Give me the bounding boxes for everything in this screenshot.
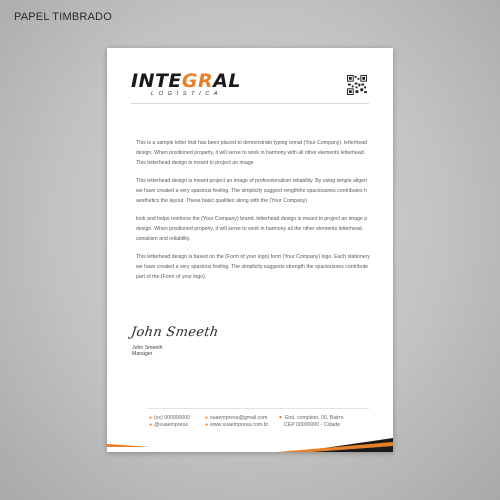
logo-word-end: AL bbox=[213, 70, 241, 92]
footer-address-cep: CEP 00000000 - Cidade bbox=[284, 422, 341, 428]
email-icon: ● bbox=[205, 415, 209, 421]
letter-paragraph-4: This letterhead design is based on the (Form of your logo) form (Your Company) logo. Each stationery we have created a very spacious feeling. The simplicity suggests strength the spaciousnes contribute part of the (Form of your logo). bbox=[136, 254, 370, 280]
letter-body bbox=[136, 138, 370, 290]
letterhead-paper bbox=[107, 48, 393, 452]
footer-address: ▼ End. completo, 00, Bairro bbox=[278, 415, 344, 421]
footer-column-3 bbox=[278, 415, 344, 429]
footer-divider bbox=[147, 408, 369, 409]
logo-word-start: INTE bbox=[131, 70, 182, 92]
web-icon: ● bbox=[205, 422, 209, 428]
logo-word-accent: GR bbox=[181, 70, 214, 92]
letter-paragraph-3: look and helps reinforce the (Your Company) brand. letterhead design is meant to project an image p design. When positioned properly, it will serve to work in harmony all the other elements letterhead. sionalism and reliability. bbox=[136, 216, 368, 242]
qr-code-icon bbox=[347, 75, 367, 95]
company-logo bbox=[131, 70, 251, 104]
signer-title: Manager bbox=[132, 351, 153, 357]
letter-paragraph-1: This is a sample letter that has been placed to demonstrate typing remat (Your Company). letterhead design. When positioned properly, it will serve to work in harmony with all other elements letterhead. This letterhead design is meant to project an image bbox=[136, 140, 368, 166]
location-icon: ▼ bbox=[278, 415, 283, 421]
footer-phone: ● (xx) 000000000 bbox=[149, 415, 191, 421]
footer-social: ● @suaempresa bbox=[149, 422, 188, 428]
footer-website: ● www.suaempresa.com.br bbox=[205, 422, 269, 428]
footer-email: ● suaempresa@gmail.com bbox=[205, 415, 268, 421]
footer-column-2 bbox=[205, 415, 268, 429]
signer-name: John Smeeth bbox=[132, 345, 163, 351]
logo-subtitle: LOGÍSTICA bbox=[151, 91, 223, 97]
footer-band bbox=[107, 438, 393, 452]
phone-icon: ● bbox=[149, 415, 153, 421]
page-label: PAPEL TIMBRADO bbox=[14, 11, 112, 23]
signature: John Smeeth bbox=[129, 325, 220, 340]
logo-wordmark bbox=[131, 70, 251, 92]
instagram-icon: ● bbox=[149, 422, 153, 428]
footer-column-1 bbox=[149, 415, 190, 429]
header-divider bbox=[131, 103, 369, 104]
letter-paragraph-2: This letterhead design is meant project an image of professionalism reliability. By using simple aligen we have created a very spacious feeling. The simplicity suggest rengththe spaciousnes contributes h aesthetics the layout. These basic qualities along with the (Your Company) bbox=[136, 178, 367, 204]
